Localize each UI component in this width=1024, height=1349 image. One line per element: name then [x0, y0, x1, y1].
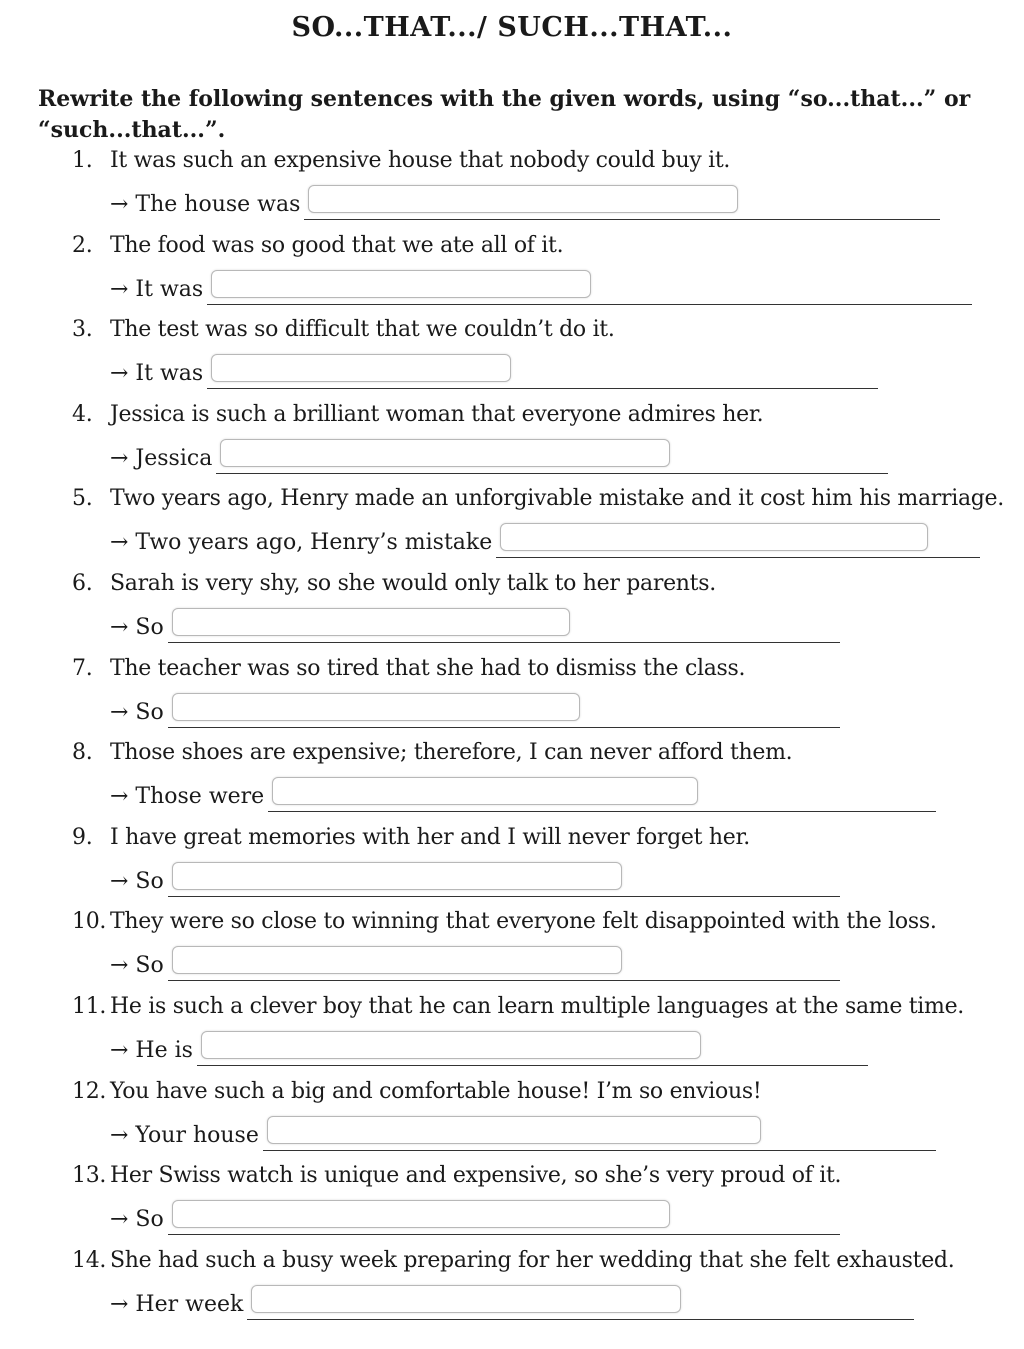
question-text: It was such an expensive house that nobody could buy it.: [110, 148, 731, 173]
question-number: 2.: [72, 232, 93, 258]
answer-input[interactable]: [201, 1031, 701, 1059]
question-sentence: [72, 315, 615, 345]
question-number: 10.: [72, 909, 107, 935]
answer-row: [110, 696, 840, 728]
question-number: 1.: [72, 148, 93, 173]
answer-row: [110, 526, 980, 558]
answer-row: [110, 1034, 868, 1066]
answer-underline: [168, 1204, 840, 1235]
answer-underline: [207, 358, 878, 389]
answer-underline: [168, 697, 840, 728]
answer-input[interactable]: [172, 693, 580, 721]
answer-prefix: → So: [110, 868, 164, 894]
answer-row: [110, 1203, 840, 1235]
answer-prefix: → It was: [110, 276, 204, 302]
answer-row: [110, 949, 840, 981]
answer-input[interactable]: [172, 946, 622, 974]
answer-prefix: → It was: [110, 361, 204, 387]
question-number: 4.: [72, 401, 93, 427]
worksheet-title: SO...THAT.../ SUCH...THAT...: [291, 12, 733, 43]
question-text: The test was so difficult that we couldn’t do it.: [110, 317, 615, 343]
answer-underline: [247, 1289, 914, 1320]
answer-underline: [168, 612, 840, 643]
answer-underline: [268, 781, 936, 812]
answer-prefix: → So: [110, 1207, 164, 1233]
answer-row: [110, 611, 840, 643]
question-sentence: [72, 1161, 841, 1191]
answer-row: [110, 1288, 914, 1320]
question-number: 12.: [72, 1078, 107, 1104]
question-text: They were so close to winning that everyone felt disappointed with the loss.: [110, 909, 937, 935]
answer-prefix: → Jessica: [110, 445, 213, 471]
question-sentence: [72, 907, 937, 937]
question-sentence: [72, 231, 563, 261]
question-number: 5.: [72, 486, 93, 512]
answer-input[interactable]: [251, 1285, 681, 1313]
answer-prefix: → So: [110, 953, 164, 979]
answer-prefix: → So: [110, 615, 164, 640]
answer-input[interactable]: [211, 270, 591, 298]
question-text: The teacher was so tired that she had to dismiss the class.: [110, 655, 746, 681]
question-number: 9.: [72, 824, 93, 850]
question-sentence: [72, 146, 730, 176]
question-sentence: [72, 1246, 954, 1276]
answer-row: [110, 442, 888, 474]
instructions: Rewrite the following sentences with the given words, using “so...that...” or “such...that...”.: [38, 86, 971, 143]
question-number: 13.: [72, 1163, 107, 1189]
answer-prefix: → Her week: [110, 1291, 244, 1317]
answer-input[interactable]: [267, 1116, 761, 1144]
question-text: I have great memories with her and I will never forget her.: [110, 824, 750, 850]
answer-input[interactable]: [172, 608, 570, 636]
question-text: The food was so good that we ate all of it.: [110, 232, 564, 258]
answer-row: [110, 273, 972, 305]
answer-prefix: → So: [110, 699, 164, 725]
question-sentence: [72, 654, 745, 684]
question-number: 11.: [72, 994, 107, 1019]
question-text: Those shoes are expensive; therefore, I can never afford them.: [110, 740, 793, 766]
question-text: Two years ago, Henry made an unforgivable mistake and it cost him his marriage.: [110, 486, 1004, 512]
answer-row: [110, 865, 840, 897]
question-number: 14.: [72, 1247, 107, 1273]
answer-underline: [207, 274, 972, 305]
question-text: You have such a big and comfortable house! I’m so envious!: [110, 1078, 762, 1104]
answer-input[interactable]: [308, 185, 738, 213]
answer-row: [110, 780, 936, 812]
answer-prefix: → Those were: [110, 784, 265, 810]
answer-prefix: → The house was: [110, 192, 301, 217]
question-text: Jessica is such a brilliant woman that everyone admires her.: [110, 401, 764, 427]
question-sentence: [72, 569, 716, 599]
answer-input[interactable]: [172, 862, 622, 890]
question-number: 3.: [72, 317, 93, 343]
answer-underline: [168, 866, 840, 897]
answer-row: [110, 1119, 936, 1151]
answer-input[interactable]: [211, 354, 511, 382]
answer-row: [110, 357, 878, 389]
question-number: 6.: [72, 571, 93, 596]
answer-row: [110, 188, 940, 220]
question-sentence: [72, 823, 750, 853]
question-text: Sarah is very shy, so she would only talk to her parents.: [110, 571, 716, 596]
answer-input[interactable]: [172, 1200, 670, 1228]
answer-underline: [304, 189, 940, 220]
question-sentence: [72, 400, 763, 430]
question-sentence: [72, 738, 792, 768]
question-number: 8.: [72, 740, 93, 766]
question-sentence: [72, 484, 1004, 514]
answer-underline: [496, 527, 980, 558]
question-text: She had such a busy week preparing for her wedding that she felt exhausted.: [110, 1247, 955, 1273]
answer-underline: [216, 443, 888, 474]
question-sentence: [72, 1077, 761, 1107]
answer-input[interactable]: [220, 439, 670, 467]
answer-underline: [197, 1035, 868, 1066]
answer-input[interactable]: [500, 523, 928, 551]
question-sentence: [72, 992, 964, 1022]
question-number: 7.: [72, 655, 93, 681]
answer-underline: [168, 950, 840, 981]
answer-prefix: → Your house: [110, 1122, 259, 1148]
answer-prefix: → Two years ago, Henry’s mistake: [110, 530, 493, 556]
answer-underline: [263, 1120, 936, 1151]
question-text: He is such a clever boy that he can learn multiple languages at the same time.: [110, 994, 965, 1019]
answer-input[interactable]: [272, 777, 698, 805]
answer-prefix: → He is: [110, 1038, 193, 1063]
question-text: Her Swiss watch is unique and expensive, so she’s very proud of it.: [110, 1163, 842, 1189]
